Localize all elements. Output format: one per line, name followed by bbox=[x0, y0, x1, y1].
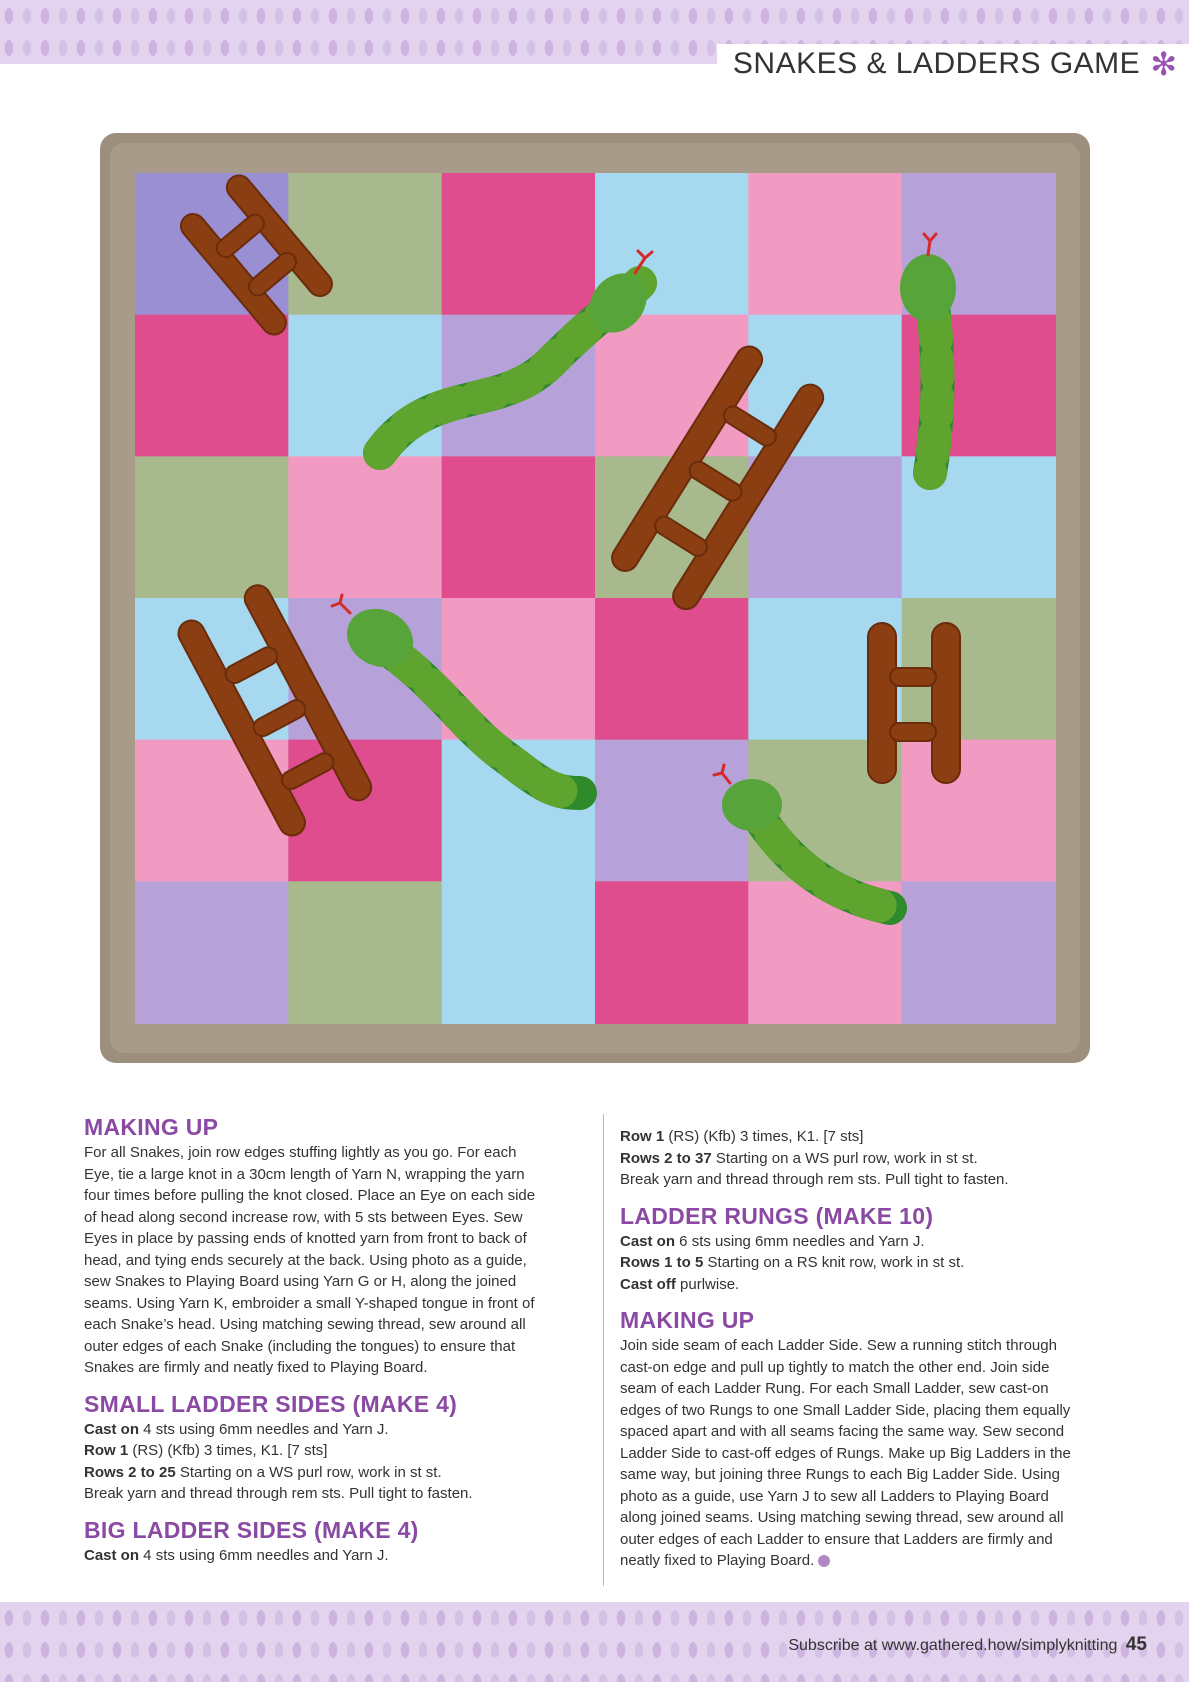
section-heading-small-ladder: SMALL LADDER SIDES (MAKE 4) bbox=[84, 1390, 458, 1417]
board-square bbox=[135, 881, 289, 1024]
text-line: For all Snakes, join row edges stuffing lightly as you go. For each bbox=[84, 1144, 517, 1161]
page-footer bbox=[788, 1634, 1147, 1656]
board-square bbox=[442, 881, 596, 1024]
board-square bbox=[288, 456, 442, 599]
subscribe-link[interactable]: Subscribe at www.gathered.how/simplyknitting bbox=[788, 1637, 1118, 1654]
text-line: seams. Using Yarn K, embroider a small Y-shaped tongue in front of bbox=[84, 1294, 535, 1312]
text-line: head, and tying ends securely at the back. Using photo as a guide, bbox=[84, 1251, 527, 1269]
instruction-line: Row 1 (RS) (Kfb) 3 times, K1. [7 sts] bbox=[84, 1442, 328, 1459]
page-title: SNAKES & LADDERS GAME bbox=[732, 47, 1141, 80]
text-line: same way, but joining three Rungs to each Big Ladder Side. Using bbox=[620, 1466, 1060, 1483]
instruction-line: Rows 2 to 37 Starting on a WS purl row, work in st st. bbox=[620, 1149, 978, 1167]
instruction-line: Row 1 (RS) (Kfb) 3 times, K1. [7 sts] bbox=[620, 1128, 864, 1145]
text-line: photo as a guide, use Yarn J to sew all Ladders to Playing Board bbox=[620, 1487, 1049, 1505]
page-number: 45 bbox=[1125, 1634, 1147, 1655]
board-square bbox=[288, 173, 442, 316]
text-line: cast-on edge and pull up tightly to match the other end. Join side bbox=[620, 1358, 1050, 1376]
text-line: of head along second increase row, with 5 sts between Eyes. Sew bbox=[84, 1208, 523, 1226]
board-square bbox=[595, 598, 749, 741]
section-heading-big-ladder: BIG LADDER SIDES (MAKE 4) bbox=[84, 1516, 419, 1543]
instruction-line: Cast on 4 sts using 6mm needles and Yarn J. bbox=[84, 1420, 389, 1438]
right-column bbox=[620, 1126, 1090, 1572]
text-line: Ladder Side to cast-off edges of Rungs. Make up Big Ladders in the bbox=[620, 1444, 1071, 1462]
instruction-line: Cast on 4 sts using 6mm needles and Yarn J. bbox=[84, 1546, 389, 1564]
instruction-line: Cast off purlwise. bbox=[620, 1275, 740, 1293]
instruction-line: Rows 2 to 25 Starting on a WS purl row, work in st st. bbox=[84, 1463, 442, 1481]
board-square bbox=[902, 881, 1056, 1024]
text-line: along joined seams. Using matching sewing thread, sew around all bbox=[620, 1509, 1064, 1526]
section-heading-rungs: LADDER RUNGS (MAKE 10) bbox=[620, 1202, 934, 1229]
instruction-line: Rows 1 to 5 Starting on a RS knit row, work in st st. bbox=[620, 1254, 965, 1271]
page-header bbox=[717, 44, 1189, 84]
board-square bbox=[442, 456, 596, 599]
instruction-line: Break yarn and thread through rem sts. Pull tight to fasten. bbox=[620, 1171, 1009, 1188]
text-line: Snakes are firmly and neatly fixed to Playing Board. bbox=[84, 1359, 428, 1376]
board-square bbox=[288, 881, 442, 1024]
column-divider bbox=[603, 1114, 604, 1586]
text-line: outer edges of each Snake (including the tongues) to ensure that bbox=[84, 1337, 516, 1355]
board-square bbox=[748, 173, 902, 316]
yarn-ball-icon bbox=[818, 1555, 830, 1567]
text-line: seam of each Ladder Rung. For each Small Ladder, sew cast-on bbox=[620, 1380, 1049, 1397]
text-line: Eye, tie a large knot in a 30cm length of Yarn N, wrapping the yarn bbox=[84, 1165, 525, 1183]
board-square bbox=[442, 173, 596, 316]
asterisk-flower-icon: ✻ bbox=[1150, 46, 1177, 82]
text-line: spaced apart and with all seams facing the same way. Sew second bbox=[620, 1423, 1065, 1440]
instruction-line: Break yarn and thread through rem sts. Pull tight to fasten. bbox=[84, 1485, 473, 1502]
text-line: sew Snakes to Playing Board using Yarn G or H, along the joined bbox=[84, 1273, 517, 1290]
left-column bbox=[84, 1112, 589, 1566]
board-square bbox=[135, 456, 289, 599]
text-line: four times before pulling the knot closed. Place an Eye on each side bbox=[84, 1187, 536, 1204]
instruction-line: Cast on 6 sts using 6mm needles and Yarn J. bbox=[620, 1232, 925, 1250]
text-line: Eyes in place by passing ends of knotted yarn from front to back of bbox=[84, 1230, 527, 1247]
making-up-2-text bbox=[620, 1335, 1090, 1550]
knitted-board-photo bbox=[100, 133, 1090, 1063]
section-heading-making-up-2: MAKING UP bbox=[620, 1307, 755, 1333]
board-square bbox=[902, 740, 1056, 883]
section-heading-making-up: MAKING UP bbox=[84, 1114, 219, 1140]
text-line: edges of two Rungs to one Small Ladder Side, placing them equally bbox=[620, 1401, 1071, 1419]
board-square bbox=[135, 315, 289, 458]
making-up-text bbox=[84, 1142, 589, 1379]
board-square bbox=[595, 881, 749, 1024]
text-line: Join side seam of each Ladder Side. Sew a running stitch through bbox=[620, 1337, 1057, 1354]
text-line: each Snake’s head. Using matching sewing thread, sew around all bbox=[84, 1316, 526, 1333]
text-line: outer edges of each Ladder to ensure that Ladders are firmly and bbox=[620, 1530, 1053, 1548]
instruction-line: neatly fixed to Playing Board. bbox=[620, 1550, 1090, 1572]
